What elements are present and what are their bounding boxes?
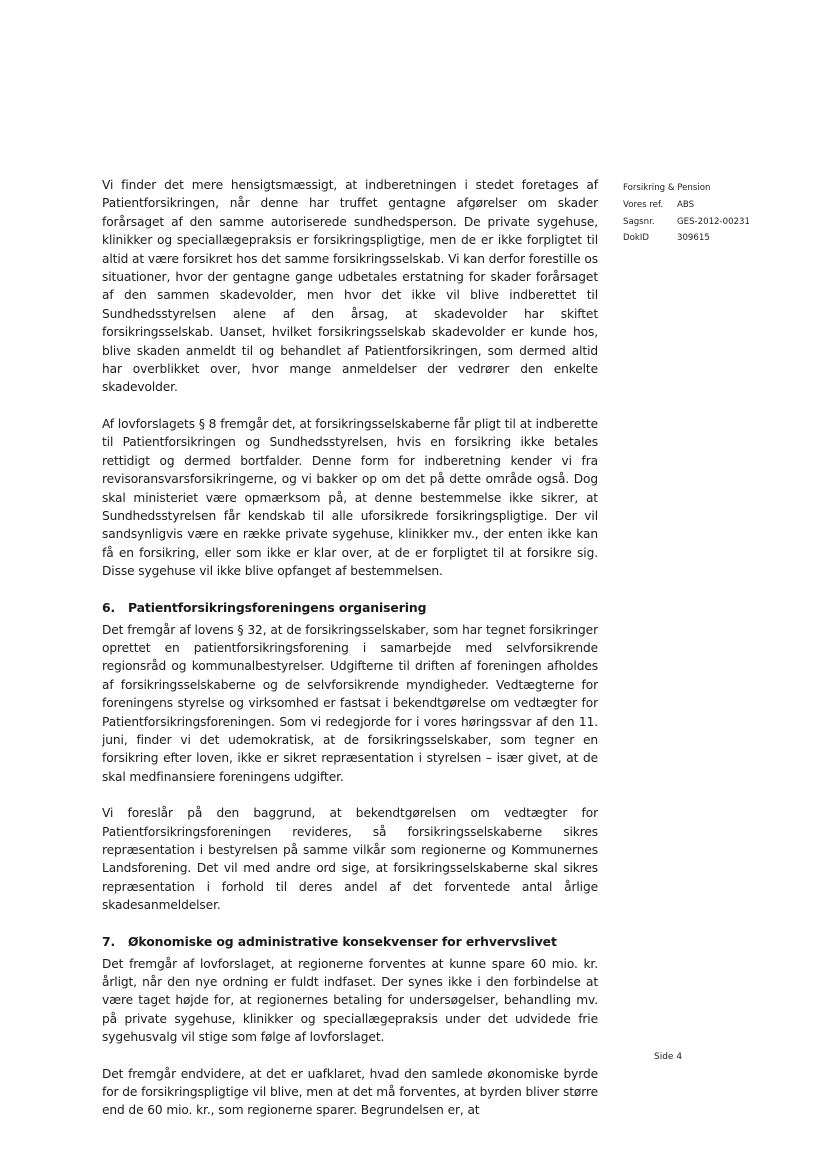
paragraph: Vi foreslår på den baggrund, at bekendtgørelsen om vedtægter for Patientforsikringsforeningen revideres, så forsikringsselskaberne sikres repræsentation i bestyrelsen på samme vilkår som regionerne og Kommunernes Landsforening. Det vil med andre ord sige, at forsikringsselskaberne skal sikres repræsentation i forhold til deres andel af det forventede antal årlige skadesanmeldelser. [102,806,598,913]
paragraph: Det fremgår af lovens § 32, at de forsikringsselskaber, som har tegnet forsikringer oprettet en patientforsikringsforening i samarbejde med selvforsikrende regionsråd og kommunalbestyrelser. Udgifterne til driften af foreningen afholdes af forsikringsselskaberne og de selvforsikrende myndigheder. Vedtægterne for foreningens styrelse og virksomhed er fastsat i bekendtgørelse om vedtægter for Patientforsikringsforeningen. Som vi redegjorde for i vores høringssvar af den 11. juni, finder vi det udemokratisk, at de forsikringsselskaber, som tegner en forsikring efter loven, ikke er sikret repræsentation i styrelsen – især givet, at de skal medfinansiere foreningens udgifter. [102,622,598,784]
meta-label: Vores ref. [623,199,664,210]
paragraph: Af lovforslagets § 8 fremgår det, at forsikringsselskaberne får pligt til at indberette til Patientforsikringen og Sundhedsstyrelsen, hvis en forsikring ikke betales rettidigt og dermed bortfalder. Denne form for indberetning kender vi fra revisoransvarsforsikringerne, og vi bakker op om det på dette område også. Dog skal ministeriet være opmærksom på, at denne bestemmelse ikke sikrer, at Sundhedsstyrelsen får kendskab til alle uforsikrede forsikringspligtige. Der vil sandsynligvis være en række private sygehuse, klinikker mv., der enten ikke kan få en forsikring, eller som ikke er klar over, at de er forpligtet til at forsikre sig. Disse sygehuse vil ikke blive opfanget af bestemmelsen. [102,416,598,579]
paragraph: Det fremgår endvidere, at det er uafklaret, hvad den samlede økonomiske byrde for de forsikringspligtige vil blive, men at det må forventes, at byrden bliver større end de 60 mio. kr., som regionerne sparer. Begrundelsen er, at [102,1066,598,1118]
section-number: 7. [102,933,116,949]
document-metadata [623,180,750,247]
meta-value: GES-2012-00231 [677,216,750,227]
section-number: 6. [102,599,116,615]
section-title: Økonomiske og administrative konsekvenser for erhvervslivet [128,933,557,949]
meta-row [623,230,750,247]
document-body [102,176,598,1120]
paragraph: Vi finder det mere hensigtsmæssigt, at indberetningen i stedet foretages af Patientforsikringen, når denne har truffet gentagne afgørelser om skader forårsaget af den samme autoriserede sundhedsperson. De private sygehuse, klinikker og speciallægepraksis er forsikringspligtige, men de er ikke forpligtet til altid at være forsikret hos det samme forsikringsselskab. Vi kan derfor forestille os situationer, hvor der gentagne gange udbetales erstatning for skader forårsaget af den sammen skadevolder, men hvor det ikke vil blive indberettet til Sundhedsstyrelsen alene af den årsag, at skadevolder har skiftet forsikringsselskab. Uanset, hvilket forsikringsselskab skadevolder er kunde hos, blive skaden anmeldt til og behandlet af Patientforsikringen, som dermed altid har overblikket over, hvor mange anmeldelser der vedrører den enkelte skadevolder. [102,178,598,395]
meta-value: ABS [677,199,695,210]
section-heading [102,933,598,951]
meta-label: DokID [623,233,650,244]
meta-row [623,197,750,214]
section-title: Patientforsikringsforeningens organisering [128,599,427,615]
section-heading [102,599,598,617]
meta-row [623,214,750,231]
meta-value: 309615 [677,233,710,244]
meta-label: Sagsnr. [623,216,655,227]
paragraph: Det fremgår af lovforslaget, at regionerne forventes at kunne spare 60 mio. kr. årligt, når den nye ordning er fuldt indfaset. Der synes ikke i den forbindelse at være taget højde for, at regionernes betaling for undersøgelser, behandling mv. på private sygehuse, klinikker og speciallægepraksis under det udvidede frie sygehusvalg vil stige som følge af lovforslaget. [102,956,598,1045]
organization-name: Forsikring & Pension [623,183,711,193]
page-number: Side 4 [654,1052,683,1062]
